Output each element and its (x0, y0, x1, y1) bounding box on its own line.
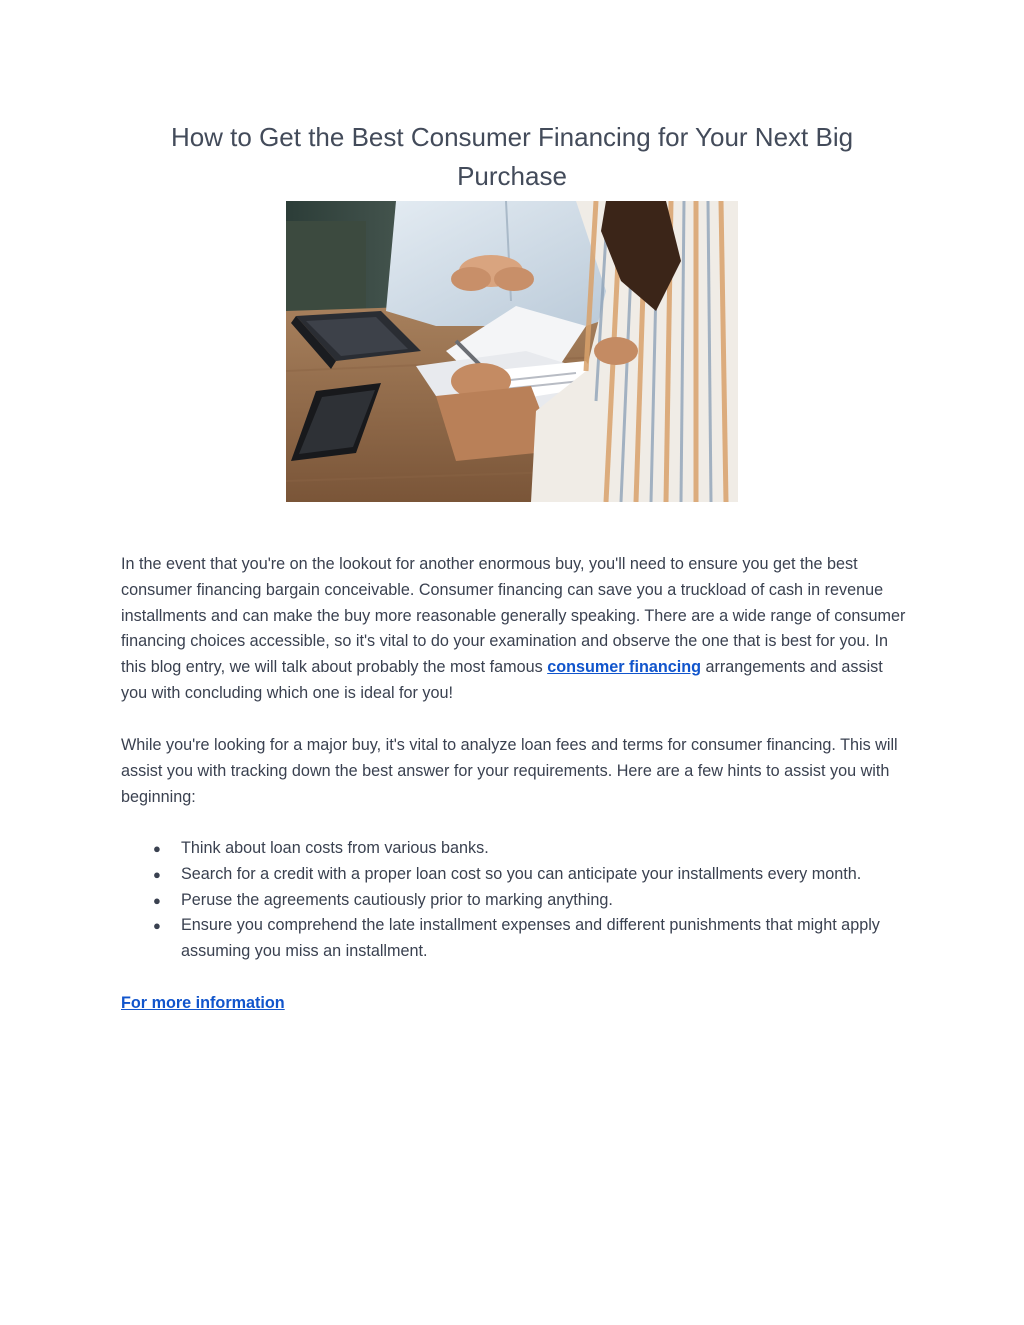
intro-text-before-link: In the event that you're on the lookout for another enormous buy, you'll need to ensure you get the best consumer financing bargain conceivable. Consumer financing can save you a truckload of cash in revenue installments and can make the buy more reasonable generally speaking. There are a wide range of consumer financing choices accessible, so it's vital to do your examination and observe the one that is best for you. In this blog entry, we will talk about probably the most famous (121, 555, 906, 677)
bullet-icon: ● (153, 841, 161, 856)
list-item-text: Peruse the agreements cautiously prior to marking anything. (181, 890, 613, 909)
list-item (121, 913, 907, 965)
list-item (121, 836, 907, 862)
hero-photo (286, 201, 738, 502)
list-item (121, 888, 907, 914)
bullet-icon: ● (153, 918, 161, 934)
page-title: How to Get the Best Consumer Financing for Your Next Big Purchase (170, 122, 854, 191)
intro-text-after-link: arrangements and assist you with concluding which one is ideal for you! (121, 658, 883, 702)
bullet-icon: ● (153, 866, 161, 882)
list-item (121, 862, 907, 888)
tips-list (121, 836, 907, 965)
list-item-text: Ensure you comprehend the late installment expenses and different punishments that might apply assuming you miss an installment. (181, 916, 880, 961)
more-information-link[interactable]: For more information (121, 994, 285, 1012)
bullet-icon: ● (153, 892, 161, 908)
intro-paragraph (121, 552, 907, 707)
list-item-text: Think about loan costs from various banks. (181, 839, 489, 857)
consumer-financing-link[interactable]: consumer financing (547, 658, 701, 677)
list-item-text: Search for a credit with a proper loan cost so you can anticipate your installments every month. (181, 864, 862, 883)
tips-paragraph: While you're looking for a major buy, it's vital to analyze loan fees and terms for consumer financing. This will assist you with tracking down the best answer for your requirements. Here are a few hints to assist you with beginning: (121, 736, 898, 806)
